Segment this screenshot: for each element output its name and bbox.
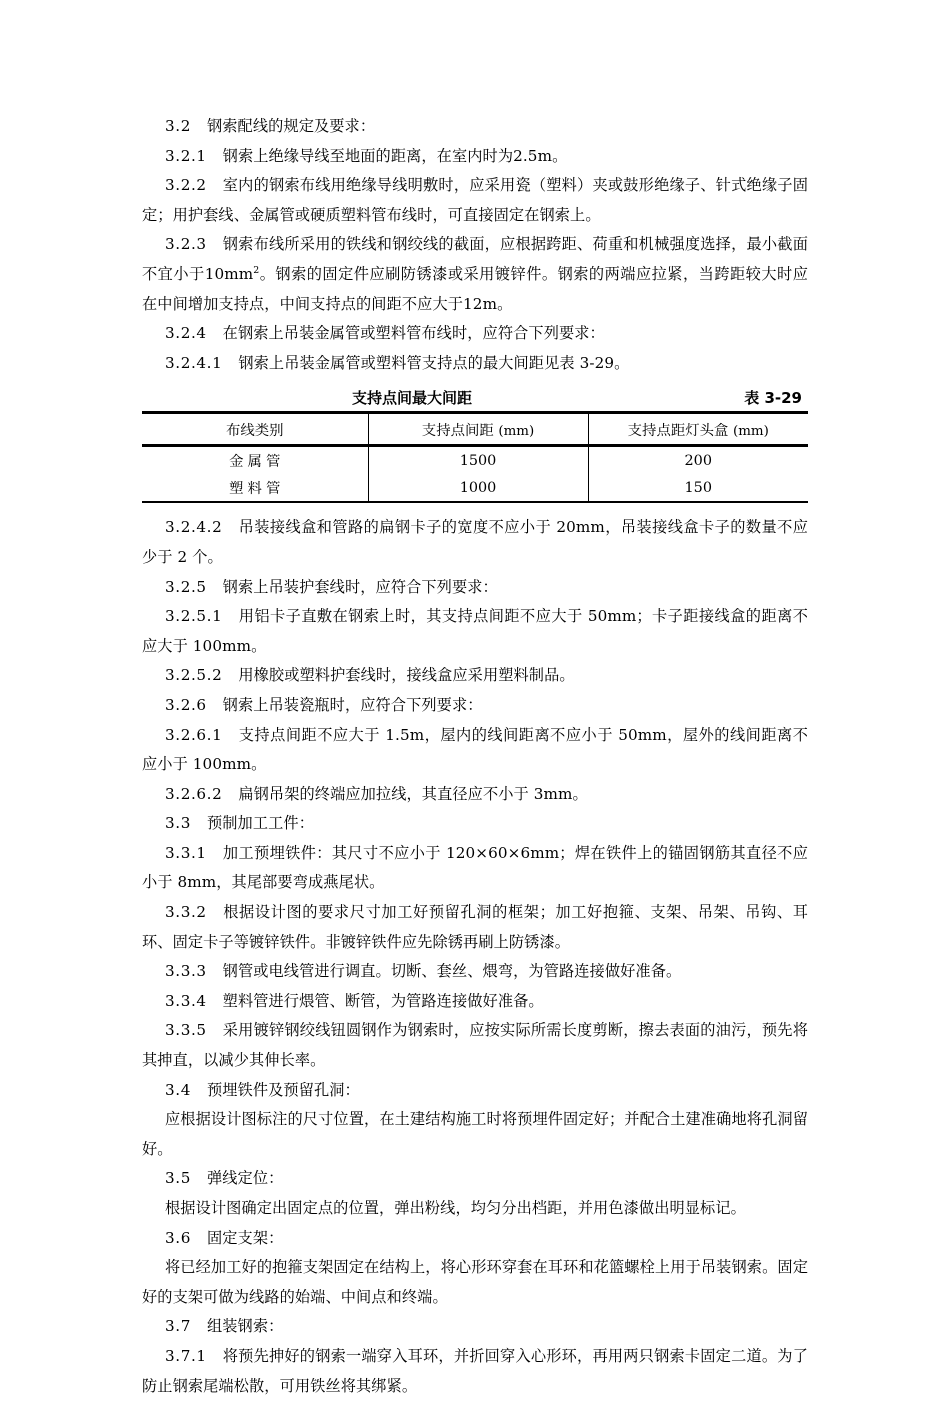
- clause-text-3-5-body: 根据设计图确定出固定点的位置，弹出粉线，均匀分出档距，并用色漆做出明显标记。: [165, 1199, 746, 1217]
- clause-text-3-3-4: 塑料管进行煨管、断管，为管路连接做好准备。: [222, 991, 544, 1010]
- paragraph-3-7: [142, 1312, 808, 1342]
- paragraph-3-6-body: [142, 1253, 808, 1312]
- table-3-29-block: [142, 387, 808, 503]
- clause-text-3-3: 预制加工工件：: [206, 814, 314, 833]
- paragraph-3-2-4-2: [142, 513, 808, 572]
- paragraph-3-3-5: [142, 1016, 808, 1075]
- clause-text-3-7: 组装钢索：: [206, 1317, 284, 1336]
- clause-text-3-2-1: 钢索上绝缘导线至地面的距离，在室内时为2.5m。: [222, 146, 568, 165]
- clause-text-3-2-4-1: 钢索上吊装金属管或塑料管支持点的最大间距见表 3-29。: [238, 353, 630, 372]
- clause-number-3-2-6: 3.2.6: [165, 695, 207, 714]
- clause-number-3-3-1: 3.3.1: [165, 843, 207, 862]
- table-3-29: [142, 411, 808, 503]
- clause-number-3-2-4-2: 3.2.4.2: [165, 518, 223, 537]
- clause-number-3-2-6-2: 3.2.6.2: [165, 784, 223, 803]
- paragraph-3-2-6-1: [142, 721, 808, 780]
- paragraph-3-5-body: [142, 1194, 808, 1224]
- header-label-category: 布线类别: [225, 422, 284, 439]
- paragraph-3-3-1: [142, 839, 808, 898]
- paragraph-3-3-4: [142, 987, 808, 1017]
- paragraph-3-3: [142, 809, 808, 839]
- clause-number-3-2-5-1: 3.2.5.1: [165, 607, 223, 626]
- clause-number-3-2-6-1: 3.2.6.1: [165, 725, 223, 744]
- paragraph-3-2-6: [142, 691, 808, 721]
- cell-lampbox-plastic: 150: [588, 474, 808, 502]
- table-row: [142, 446, 808, 475]
- header-unit-lampbox: (mm): [732, 423, 769, 439]
- clause-text-3-2-4: 在钢索上吊装金属管或塑料管布线时，应符合下列要求：: [222, 324, 605, 343]
- clause-text-3-2: 钢索配线的规定及要求：: [206, 117, 376, 135]
- cell-spacing-plastic: 1000: [368, 474, 588, 502]
- clause-number-3-3: 3.3: [165, 814, 191, 833]
- clause-number-3-2-4-1: 3.2.4.1: [165, 353, 223, 372]
- paragraph-3-2-5: [142, 573, 808, 603]
- paragraph-3-4-body: [142, 1105, 808, 1164]
- clause-number-3-5: 3.5: [165, 1169, 191, 1188]
- clause-text-3-5: 弹线定位：: [206, 1169, 284, 1188]
- cell-spacing-metal: 1500: [368, 446, 588, 475]
- header-label-spacing: 支持点间距: [421, 422, 494, 439]
- clause-text-3-2-2: 室内的钢索布线用绝缘导线明敷时，应采用瓷（塑料）夹或鼓形绝缘子、针式绝缘子固定；用护套线、金属管或硬质塑料管布线时，可直接固定在钢索上。: [142, 176, 808, 224]
- paragraph-3-2-6-2: [142, 780, 808, 810]
- clause-text-3-2-5-1: 用铝卡子直敷在钢索上时，其支持点间距不应大于 50mm；卡子距接线盒的距离不应大于 100mm。: [142, 607, 808, 655]
- clause-number-3-2-2: 3.2.2: [165, 176, 207, 195]
- clause-number-3-3-5: 3.3.5: [165, 1021, 207, 1040]
- clause-number-3-2: 3.2: [165, 117, 191, 135]
- clause-text-3-2-6-2: 扁钢吊架的终端应加拉线，其直径应不小于 3mm。: [238, 784, 588, 803]
- document-body: [142, 112, 808, 1401]
- clause-text-3-4-body: 应根据设计图标注的尺寸位置，在土建结构施工时将预埋件固定好；并配合土建准确地将孔洞留好。: [142, 1110, 808, 1158]
- paragraph-3-2: [142, 112, 808, 142]
- clause-number-3-2-5: 3.2.5: [165, 577, 207, 596]
- clause-text-3-4: 预埋铁件及预留孔洞：: [206, 1080, 360, 1099]
- paragraph-3-5: [142, 1164, 808, 1194]
- paragraph-3-2-4-1: [142, 349, 808, 379]
- clause-number-3-3-4: 3.3.4: [165, 991, 207, 1010]
- table-header-row: [142, 413, 808, 446]
- cell-lampbox-metal: 200: [588, 446, 808, 475]
- clause-number-3-4: 3.4: [165, 1080, 191, 1099]
- clause-number-3-2-4: 3.2.4: [165, 324, 207, 343]
- clause-text-3-2-5: 钢索上吊装护套线时，应符合下列要求：: [222, 577, 498, 596]
- paragraph-3-2-2: [142, 171, 808, 230]
- clause-text-3-2-3-part1: 钢索布线所采用的铁线和钢绞线的截面，应根据跨距、荷重和机械强度选择，最小截面不宜小于10mm: [142, 235, 808, 283]
- clause-text-3-7-1: 将预先抻好的钢索一端穿入耳环，并折回穿入心形环，再用两只钢索卡固定二道。为了防止钢索尾端松散，可用铁丝将其绑紧。: [142, 1346, 808, 1395]
- clause-text-3-6: 固定支架：: [206, 1228, 284, 1247]
- cell-category-plastic: 塑料管: [142, 474, 368, 502]
- paragraph-3-2-5-2: [142, 661, 808, 691]
- paragraph-3-3-3: [142, 957, 808, 987]
- clause-number-3-7-1: 3.7.1: [165, 1346, 207, 1365]
- clause-number-3-6: 3.6: [165, 1228, 191, 1247]
- table-caption-row: [142, 387, 808, 411]
- clause-number-3-3-2: 3.3.2: [165, 903, 207, 922]
- table-number: 表 3-29: [744, 389, 802, 408]
- cell-category-metal: 金属管: [229, 454, 285, 471]
- paragraph-3-7-1: [142, 1342, 808, 1401]
- paragraph-3-2-1: [142, 142, 808, 172]
- table-header: [142, 413, 808, 446]
- clause-text-3-3-2: 根据设计图的要求尺寸加工好预留孔洞的框架；加工好抱箍、支架、吊架、吊钩、耳环、固定卡子等镀锌铁件。非镀锌铁件应先除锈再刷上防锈漆。: [142, 903, 808, 951]
- table-header-cell-category: [142, 413, 368, 446]
- clause-number-3-2-5-2: 3.2.5.2: [165, 666, 223, 685]
- clause-number-3-2-1: 3.2.1: [165, 146, 207, 165]
- header-unit-spacing: (mm): [498, 423, 535, 439]
- table-row: [142, 474, 808, 502]
- clause-number-3-2-3: 3.2.3: [165, 235, 207, 254]
- clause-text-3-6-body: 将已经加工好的抱箍支架固定在结构上，将心形环穿套在耳环和花篮螺栓上用于吊装钢索。固定好的支架可做为线路的始端、中间点和终端。: [142, 1258, 808, 1306]
- clause-text-3-3-1: 加工预埋铁件：其尺寸不应小于 120×60×6mm；焊在铁件上的锚固钢筋其直径不应小于 8mm，其尾部要弯成燕尾状。: [142, 843, 808, 892]
- table-header-cell-lampbox: [588, 413, 808, 446]
- clause-number-3-3-3: 3.3.3: [165, 962, 207, 981]
- table-body: [142, 446, 808, 503]
- clause-text-3-2-6: 钢索上吊装瓷瓶时，应符合下列要求：: [222, 695, 483, 714]
- paragraph-3-6: [142, 1224, 808, 1254]
- clause-number-3-7: 3.7: [165, 1317, 191, 1336]
- clause-text-3-2-4-2: 吊装接线盒和管路的扁钢卡子的宽度不应小于 20mm，吊装接线盒卡子的数量不应少于 2 个。: [142, 518, 808, 566]
- clause-text-3-2-6-1: 支持点间距不应大于 1.5m，屋内的线间距离不应小于 50mm，屋外的线间距离不应小于 100mm。: [142, 725, 808, 774]
- clause-text-3-2-3-part2: 。钢索的固定件应刷防锈漆或采用镀锌件。钢索的两端应拉紧，当跨距较大时应在中间增加支持点，中间支持点的间距不应大于12m。: [142, 264, 808, 313]
- clause-text-3-2-5-2: 用橡胶或塑料护套线时，接线盒应采用塑料制品。: [238, 666, 575, 685]
- superscript-square: 2: [253, 264, 260, 276]
- paragraph-3-2-4: [142, 319, 808, 349]
- header-label-lampbox: 支持点距灯头盒: [627, 422, 729, 439]
- table-header-cell-spacing: [368, 413, 588, 446]
- paragraph-3-2-5-1: [142, 602, 808, 661]
- paragraph-3-3-2: [142, 898, 808, 957]
- clause-text-3-3-5: 采用镀锌钢绞线钮圆钢作为钢索时，应按实际所需长度剪断，擦去表面的油污，预先将其抻直，以减少其伸长率。: [142, 1021, 808, 1070]
- clause-text-3-3-3: 钢管或电线管进行调直。切断、套丝、煨弯，为管路连接做好准备。: [222, 962, 682, 981]
- table-title: 支持点间最大间距: [352, 389, 473, 408]
- paragraph-3-4: [142, 1076, 808, 1106]
- paragraph-3-2-3: [142, 230, 808, 319]
